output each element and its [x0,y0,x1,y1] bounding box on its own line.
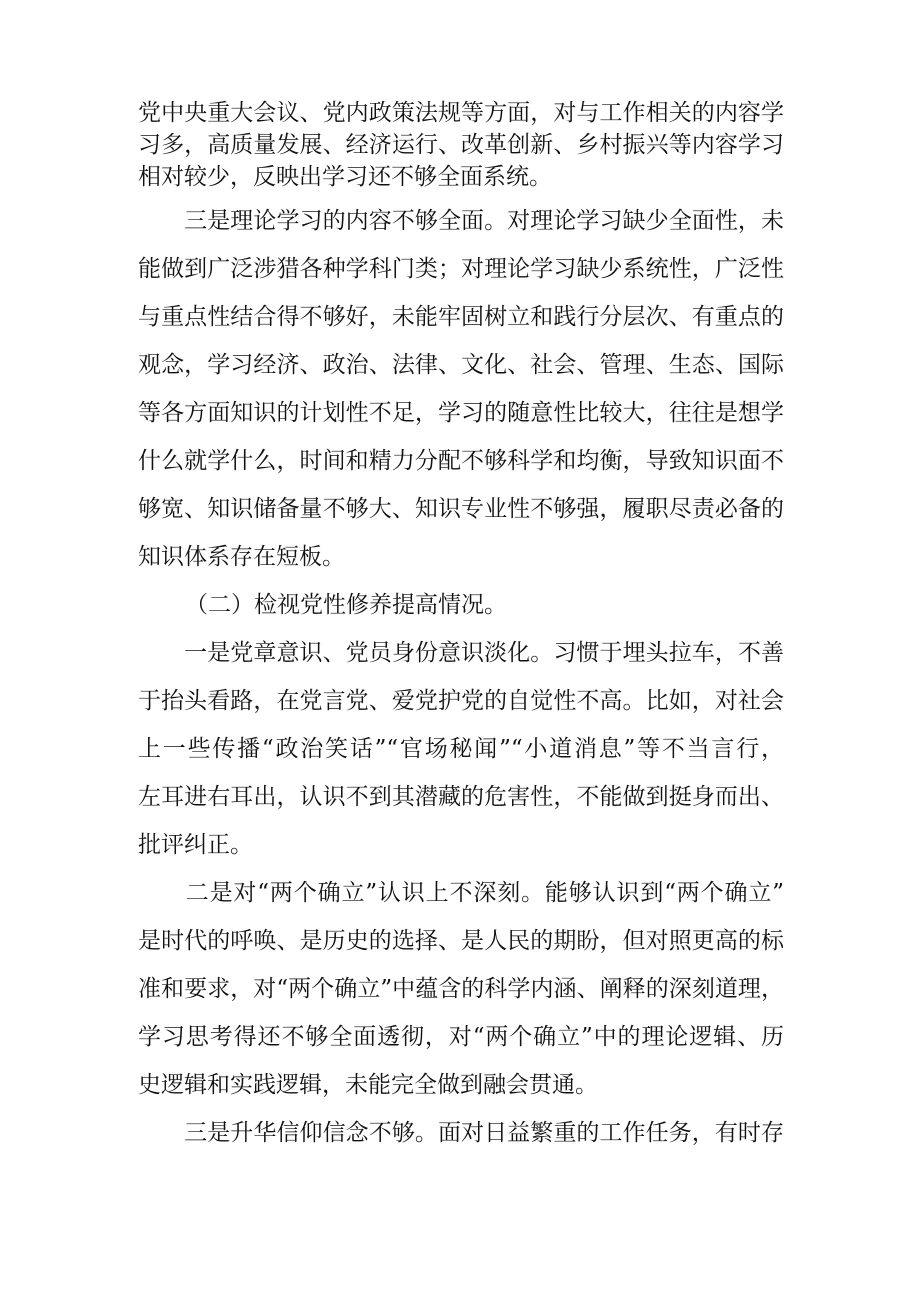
text-line: 三是升华信仰信念不够。面对日益繁重的工作任务，有时存 [138,1120,784,1146]
text-line: 准和要求，对“两个确立”中蕴含的科学内涵、阐释的深刻道理， [138,976,784,1002]
text-line: 什么就学什么，时间和精力分配不够科学和均衡，导致知识面不 [138,448,784,474]
text-line: 观念，学习经济、政治、法律、文化、社会、管理、生态、国际 [138,352,784,378]
text-line: 是时代的呼唤、是历史的选择、是人民的期盼，但对照更高的标 [138,928,784,954]
text-line: 习多，高质量发展、经济运行、改革创新、乡村振兴等内容学习 [138,132,784,158]
text-line: 批评纠正。 [138,832,253,858]
text-line: 够宽、知识储备量不够大、知识专业性不够强，履职尽责必备的 [138,496,784,522]
section-heading: （二）检视党性修养提高情况。 [185,592,507,618]
text-line: 党中央重大会议、党内政策法规等方面，对与工作相关的内容学 [138,100,784,126]
text-line: 知识体系存在短板。 [138,544,345,570]
text-line: 学习思考得还不够全面透彻，对“两个确立”中的理论逻辑、历 [138,1024,784,1050]
text-line: 上一些传播“政治笑话”“官场秘闻”“小道消息”等不当言行， [138,736,784,762]
text-line: 二是对“两个确立”认识上不深刻。能够认识到“两个确立” [138,880,784,906]
text-line: 与重点性结合得不够好，未能牢固树立和践行分层次、有重点的 [138,304,784,330]
text-line: 左耳进右耳出，认识不到其潜藏的危害性，不能做到挺身而出、 [138,784,784,810]
text-line: 史逻辑和实践逻辑，未能完全做到融会贯通。 [138,1072,598,1098]
text-line: 能做到广泛涉猎各种学科门类；对理论学习缺少系统性，广泛性 [138,256,784,282]
text-line: 于抬头看路，在党言党、爱党护党的自觉性不高。比如，对社会 [138,688,784,714]
text-line: 相对较少，反映出学习还不够全面系统。 [138,164,552,190]
text-line: 一是党章意识、党员身份意识淡化。习惯于埋头拉车，不善 [138,640,784,666]
text-line: 等各方面知识的计划性不足，学习的随意性比较大，往往是想学 [138,400,784,426]
text-line: 三是理论学习的内容不够全面。对理论学习缺少全面性，未 [138,208,784,234]
